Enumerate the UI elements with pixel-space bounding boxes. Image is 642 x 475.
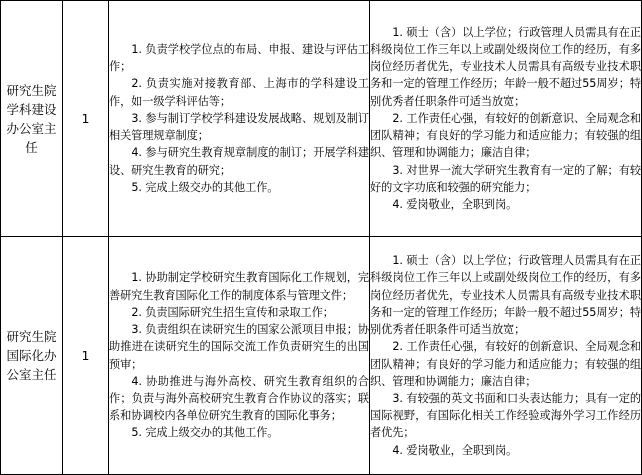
duty-item: 1. 负责学校学位点的布局、申报、建设与评估工作； [109, 43, 369, 74]
duty-item: 3. 参与制订学校学科建设发展战略、规划及制订相关管理规章制度； [109, 111, 369, 143]
requirement-item: 4. 爱岗敬业，全职到岗。 [392, 197, 518, 211]
duty-item: 5. 完成上级交办的其他工作。 [131, 426, 279, 440]
duty-item: 3. 负责组织在读研究生的国家公派项目申报；协助推进在读研究生的国际交流工作负责研究生的出国预审； [109, 323, 369, 371]
requirement-item: 3. 有较强的英文书面和口头表达能力；具有一定的国际视野，有国际化相关工作经验或海外学习工作经历者优先； [370, 391, 641, 440]
requirement-item: 1. 硕士（含）以上学位；行政管理人员需具有在正科级岗位工作三年以上或副处级岗位工作的经历，有多岗位经历者优先，专业技术人员需具有高级专业技术职务和一定的管理工作经历；年龄一般不超过55周岁；特别优秀者任职条件可适当放宽； [370, 254, 641, 337]
duty-item: 5. 完成上级交办的其他工作。 [131, 180, 279, 194]
count-cell: 1 [63, 1, 109, 237]
requirements-cell [370, 237, 642, 475]
duties-cell [109, 1, 370, 237]
duties-cell [109, 237, 370, 475]
requirement-item: 2. 工作责任心强，有较好的创新意识、全局观念和团队精神；有良好的学习能力和适应能力；有较强的组织、管理和协调能力；廉洁自律； [370, 340, 641, 388]
duty-item: 1. 协助制定学校研究生教育国际化工作规划，完善研究生教育国际化工作的制度体系与管理文件； [109, 271, 369, 302]
duty-item: 4. 协助推进与海外高校、研究生教育组织的合作；负责与海外高校研究生教育合作协议的落实；联系和协调校内各单位研究生教育的国际化事务； [109, 374, 369, 423]
requirement-item: 2. 工作责任心强，有较好的创新意识、全局观念和团队精神；有良好的学习能力和适应能力；有较强的组织、管理和协调能力；廉洁自律； [370, 111, 641, 160]
duty-item: 4. 参与研究生教育规章制度的制订；开展学科建设、研究生教育的研究； [109, 146, 369, 177]
requirements-cell [370, 1, 642, 237]
table-row [1, 237, 642, 475]
position-cell: 研究生院国际化办公室主任 [1, 237, 63, 475]
duty-item: 2. 负责国际研究生招生宣传和录取工作； [131, 305, 334, 319]
table-row [1, 1, 642, 237]
requirement-item: 4. 爱岗敬业，全职到岗。 [392, 443, 518, 457]
position-cell: 研究生院学科建设办公室主任 [1, 1, 63, 237]
requirement-item: 1. 硕士（含）以上学位；行政管理人员需具有在正科级岗位工作三年以上或副处级岗位工作的经历，有多岗位经历者优先，专业技术人员需具有高级专业技术职务和一定的管理工作经历；年龄一般不超过55周岁；特别优秀者任职条件可适当放宽； [370, 25, 641, 108]
count-cell: 1 [63, 237, 109, 475]
requirement-item: 3. 对世界一流大学研究生教育有一定的了解；有较好的文字功底和较强的研究能力； [370, 163, 641, 194]
duty-item: 2. 负责实施对接教育部、上海市的学科建设工作，如一级学科评估等； [109, 77, 369, 108]
